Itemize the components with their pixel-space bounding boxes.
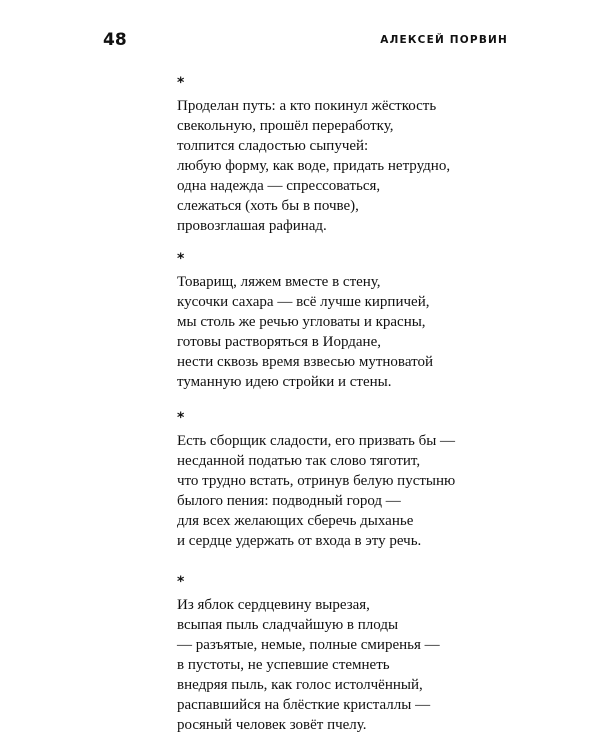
poem-line: в пустоты, не успевшие стемнеть	[177, 657, 390, 673]
poem-line: внедряя пыль, как голос истолчённый,	[177, 677, 423, 693]
poem-line: былого пения: подводный город —	[177, 493, 401, 509]
poem-line: несданной податью так слово тяготит,	[177, 453, 421, 469]
poem-asterisk: *	[177, 251, 185, 267]
poem-line: и сердце удержать от входа в эту речь.	[177, 533, 422, 549]
poem-line: росяный человек зовёт пчелу.	[177, 717, 367, 733]
poem-line: что трудно встать, отринув белую пустыню	[177, 473, 456, 489]
poem-line: любую форму, как воде, придать нетрудно,	[177, 158, 451, 174]
poem-line: готовы растворяться в Иордане,	[177, 334, 381, 350]
poem-line: провозглашая рафинад.	[177, 218, 327, 234]
page-number: 48	[103, 30, 127, 50]
poem-line: толпится сладостью сыпучей:	[177, 138, 369, 154]
poem-line: Товарищ, ляжем вместе в стену,	[177, 274, 381, 290]
poem-line: Проделан путь: а кто покинул жёсткость	[177, 98, 437, 114]
poem-line: распавшийся на блёсткие кристаллы —	[177, 697, 431, 713]
poem-line: мы столь же речью угловаты и красны,	[177, 314, 426, 330]
poem-asterisk: *	[177, 410, 185, 426]
poem-line: свекольную, прошёл переработку,	[177, 118, 394, 134]
poem	[177, 411, 507, 551]
poem-line: слежаться (хоть бы в почве),	[177, 198, 359, 214]
poem	[177, 575, 507, 735]
running-head-author: АЛЕКСЕЙ ПОРВИН	[380, 34, 508, 46]
poem-asterisk: *	[177, 75, 185, 91]
poem-asterisk: *	[177, 574, 185, 590]
poem-line: — разъятые, немые, полные смиренья —	[177, 637, 440, 653]
poem-line: всыпая пыль сладчайшую в плоды	[177, 617, 399, 633]
poem-line: Есть сборщик сладости, его призвать бы —	[177, 433, 456, 449]
poem-line: одна надежда — спрессоваться,	[177, 178, 381, 194]
poem	[177, 76, 507, 236]
poem-line: Из яблок сердцевину вырезая,	[177, 597, 370, 613]
poem	[177, 252, 507, 392]
poem-line: нести сквозь время взвесью мутноватой	[177, 354, 433, 370]
poem-line: кусочки сахара — всё лучше кирпичей,	[177, 294, 430, 310]
poem-line: для всех желающих сберечь дыханье	[177, 513, 414, 529]
poem-line: туманную идею стройки и стены.	[177, 374, 392, 390]
